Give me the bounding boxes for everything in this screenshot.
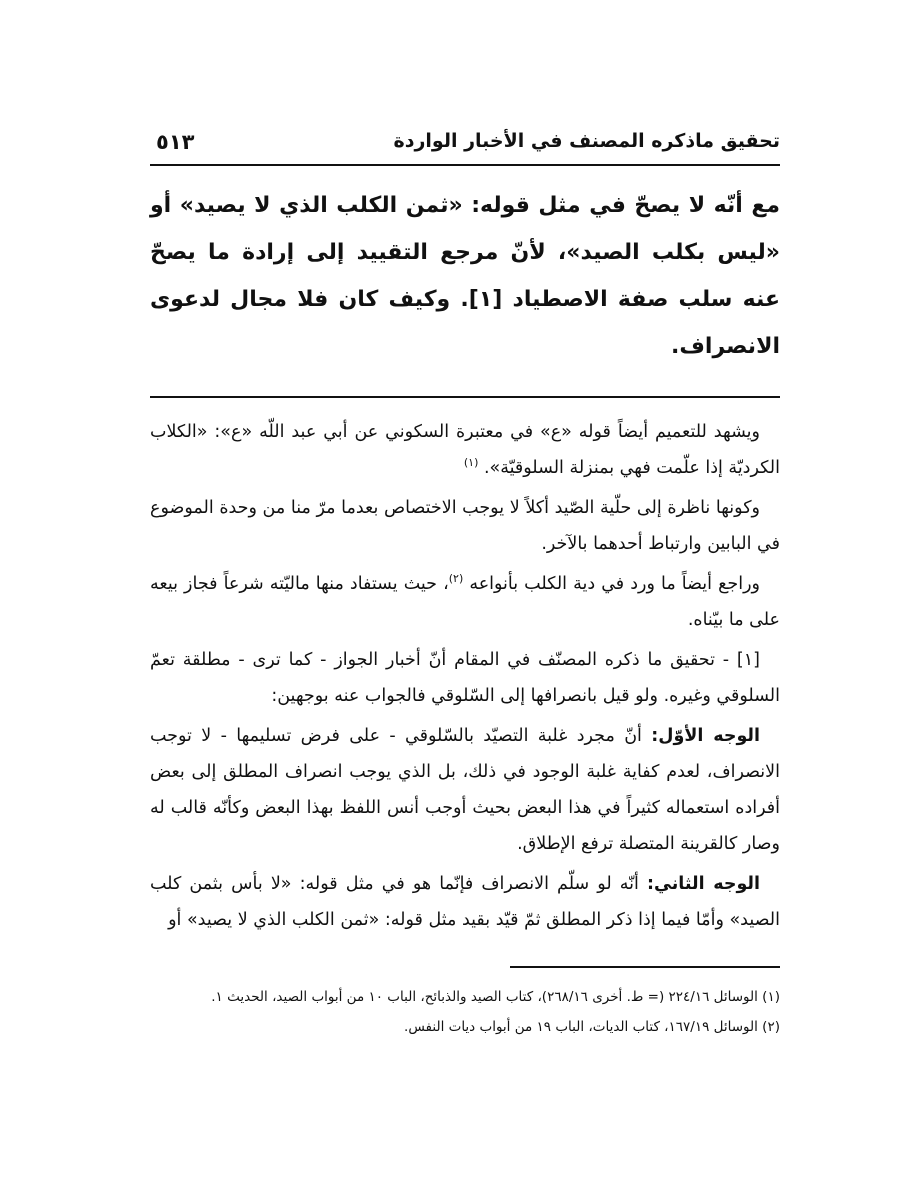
commentary-paragraph-1: [150, 414, 780, 486]
main-paragraph: مع أنّه لا يصحّ في مثل قوله: «ثمن الكلب الذي لا يصيد» أو «ليس بكلب الصيد»، لأنّ مرجع التقييد إلى إرادة ما يصحّ عنه سلب صفة الاصطياد [١]. وكيف كان فلا مجال لدعوى الانصراف.: [150, 193, 781, 359]
second-aspect-text: أنّه لو سلّم الانصراف فإنّما هو في مثل قوله: «لا بأس بثمن كلب الصيد» وأمّا فيما إذا ذكر المطلق ثمّ قيّد بقيد مثل قوله: «ثمن الكلب الذي لا يصيد» أو: [150, 874, 780, 930]
footnote-1: (١) الوسائل ٢٢٤/١٦ (= ط. أخرى ٢٦٨/١٦)، كتاب الصيد والذبائح، الباب ١٠ من أبواب الصيد، الحديث ١.: [211, 989, 780, 1005]
page-header: [150, 120, 780, 166]
book-page: [150, 120, 780, 1042]
commentary-paragraph-5: [150, 718, 780, 862]
footnote-reference-1: (١): [463, 456, 479, 470]
footnotes: [150, 982, 780, 1042]
main-text: [150, 182, 780, 370]
footnote-2: (٢) الوسائل ١٦٧/١٩، كتاب الديات، الباب ١٩ من أبواب ديات النفس.: [404, 1019, 780, 1035]
footnote-reference-2: (٢): [448, 572, 464, 586]
commentary-paragraph-3-text-a: وراجع أيضاً ما ورد في دية الكلب بأنواعه: [469, 574, 760, 594]
section-divider: [150, 396, 780, 398]
page-number: ٥١٣: [156, 130, 195, 154]
commentary-paragraph-2: وكونها ناظرة إلى حلّية الصّيد أكلاً لا يوجب الاختصاص بعدما مرّ منا من وحدة الموضوع في البابين وارتباط أحدهما بالآخر.: [150, 498, 780, 554]
commentary-paragraph-1-text: ويشهد للتعميم أيضاً قوله «ع» في معتبرة السكوني عن أبي عبد اللّه «ع»: «الكلاب الكرديّة إذا علّمت فهي بمنزلة السلوقيّة».: [150, 422, 780, 478]
first-aspect-heading: الوجه الأوّل:: [651, 726, 760, 746]
running-head: تحقيق ماذكره المصنف في الأخبار الواردة: [393, 130, 780, 152]
commentary-text: [150, 414, 780, 938]
commentary-paragraph-4: [١] - تحقيق ما ذكره المصنّف في المقام أنّ أخبار الجواز - كما ترى - مطلقة تعمّ السلوقي وغيره. ولو قيل بانصرافها إلى السّلوقي فالجواب عنه بوجهين:: [150, 650, 780, 706]
commentary-paragraph-6: [150, 866, 780, 938]
commentary-paragraph-3-text-b: ، حيث يستفاد منها ماليّته شرعاً فجاز بيعه على ما بيّناه.: [150, 574, 780, 630]
first-aspect-text: أنّ مجرد غلبة التصيّد بالسّلوقي - على فرض تسليمها - لا توجب الانصراف، لعدم كفاية غلبة الوجود في ذلك، بل الذي يوجب انصراف المطلق إلى بعض أفراده استعماله كثيراً في هذا البعض بحيث أوجب أنس اللفظ بهذا البعض وكأنّه قالب له وصار كالقرينة المتصلة ترفع الإطلاق.: [150, 726, 780, 854]
second-aspect-heading: الوجه الثاني:: [647, 874, 760, 894]
footnote-divider: [510, 966, 780, 968]
commentary-paragraph-3: [150, 566, 780, 638]
